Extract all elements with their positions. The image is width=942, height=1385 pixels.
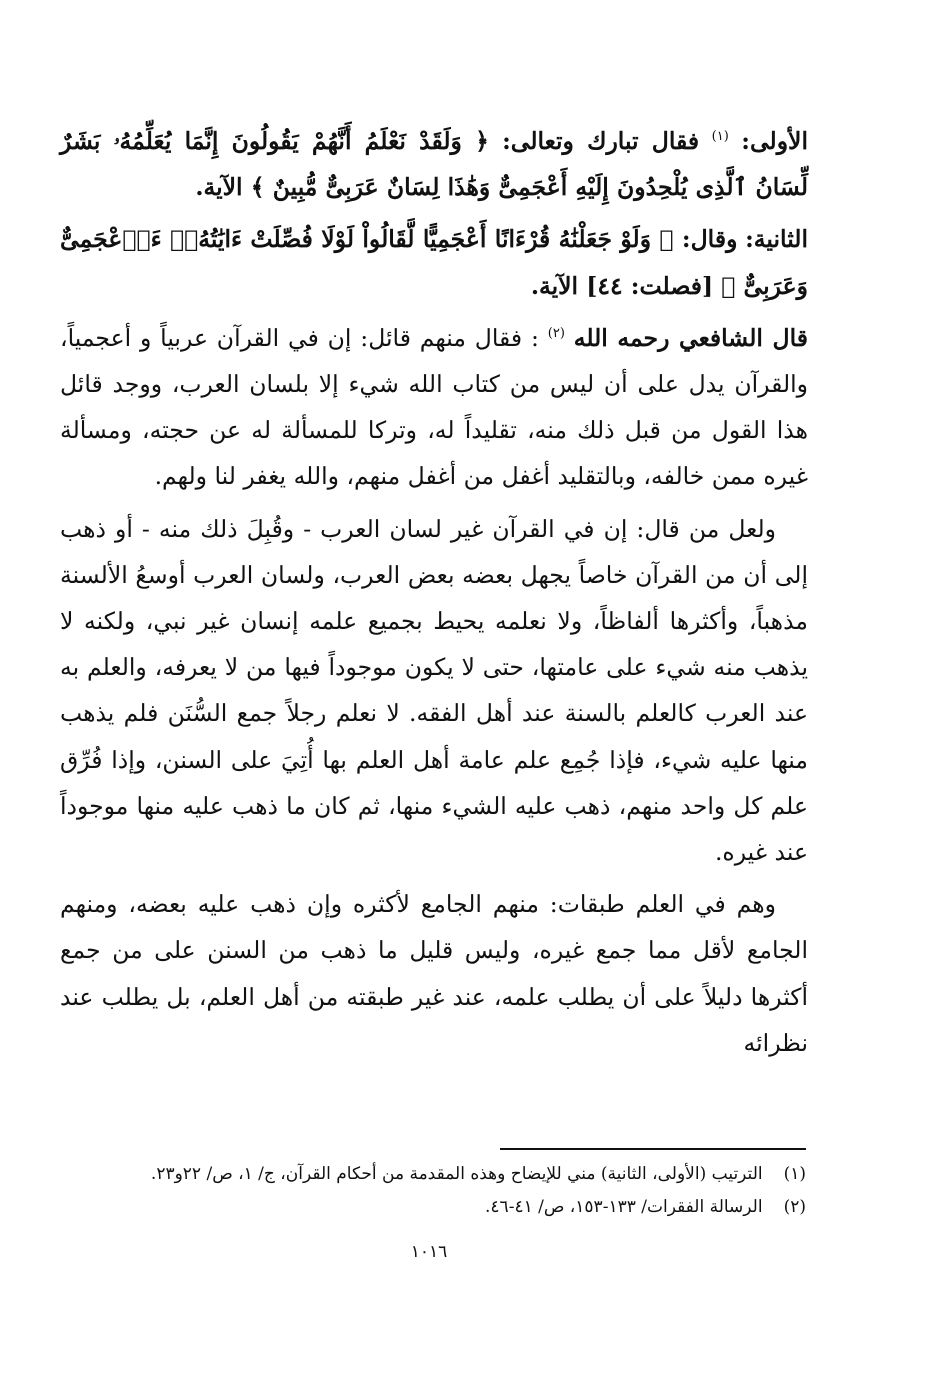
footnote-1: [150, 1158, 806, 1191]
paragraph-shafii: [60, 315, 808, 500]
paragraph-text: فقال تبارك وتعالى: ﴿ وَلَقَدْ نَعْلَمُ أَنَّهُمْ يَقُولُونَ إِنَّمَا يُعَلِّمُهُۥ بَشَرٌ لِّسَانُ ٱلَّذِى يُلْحِدُونَ إِلَيْهِ أَعْجَمِىٌّ وَهَٰذَا لِسَانٌ عَرَبِىٌّ مُّبِينٌ ﴾ الآية.: [60, 127, 808, 202]
page-number: ١٠١٦: [410, 1242, 448, 1262]
footnotes: [150, 1158, 806, 1224]
footnote-text: الرسالة الفقرات/ ١٣٣-١٥٣، ص/ ٤١-٤٦.: [485, 1197, 763, 1217]
footnote-text: الترتيب (الأولى، الثانية) مني للإيضاح وهذه المقدمة من أحكام القرآن، ج/ ١، ص/ ٢٢و٢٣.: [150, 1164, 763, 1184]
paragraph-first: [60, 118, 808, 210]
paragraph-quran-language: [60, 506, 808, 876]
footnote-number: (٢): [783, 1197, 806, 1217]
paragraph-second: [60, 216, 808, 308]
footnote-number: (١): [783, 1164, 806, 1184]
footnote-divider: [500, 1148, 806, 1150]
paragraph-label: قال الشافعي رحمه الله: [573, 323, 808, 352]
paragraph-knowledge-ranks: [60, 881, 808, 1066]
footnote-ref: (٢): [547, 325, 565, 341]
paragraph-text: وقال: ﴿ وَلَوْ جَعَلْنَٰهُ قُرْءَانًا أَعْجَمِيًّا لَّقَالُواْ لَوْلَا فُصِّلَتْ ءَايَٰتُهُۥٓ ءَا۬عْجَمِىٌّ وَعَرَبِىٌّ ﴾ [فصلت: ٤٤] الآية.: [60, 225, 808, 300]
footnote-ref: (١): [711, 129, 729, 145]
page-body: [60, 118, 808, 1066]
paragraph-label: الأولى:: [741, 127, 808, 155]
paragraph-text: : فقال منهم قائل: إن في القرآن عربياً و أعجمياً، والقرآن يدل على أن ليس من كتاب الله شيء إلا بلسان العرب، ووجد قائل هذا القول من قبل ذلك منه، تقليداً له، وتركا للمسألة له عن حجته، ومسألة غيره ممن خالفه، وبالتقليد أغفل من أغفل منهم، والله يغفر لنا ولهم.: [60, 323, 808, 491]
paragraph-label: الثانية:: [745, 225, 808, 254]
footnote-2: [240, 1191, 806, 1224]
paragraph-text: وهم في العلم طبقات: منهم الجامع لأكثره وإن ذهب عليه بعضه، ومنهم الجامع لأقل مما جمع غيره، وليس قليل ما ذهب من السنن على من جمع أكثرها دليلاً على أن يطلب علمه، عند غير طبقته من أهل العلم، بل يطلب عند نظرائه: [60, 890, 808, 1057]
paragraph-text: ولعل من قال: إن في القرآن غير لسان العرب - وقُبِلَ ذلك منه - أو ذهب إلى أن من القرآن خاصاً يجهل بعضه بعض العرب، ولسان العرب أوسعُ الألسنة مذهباً، وأكثرها ألفاظاً، ولا نعلمه يحيط بجميع علمه إنسان غير نبي، ولكنه لا يذهب منه شيء على عامتها، حتى لا يكون موجوداً فيها من لا يعرفه، والعلم به عند العرب كالعلم بالسنة عند أهل الفقه. لا نعلم رجلاً جمع السُّنَن فلم يذهب منها عليه شيء، فإذا جُمِع علم عامة أهل العلم بها أُتِيَ على السنن، وإذا فُرِّق علم كل واحد منهم، ذهب عليه الشيء منها، ثم كان ما ذهب عليه منها موجوداً عند غيره.: [60, 514, 808, 867]
